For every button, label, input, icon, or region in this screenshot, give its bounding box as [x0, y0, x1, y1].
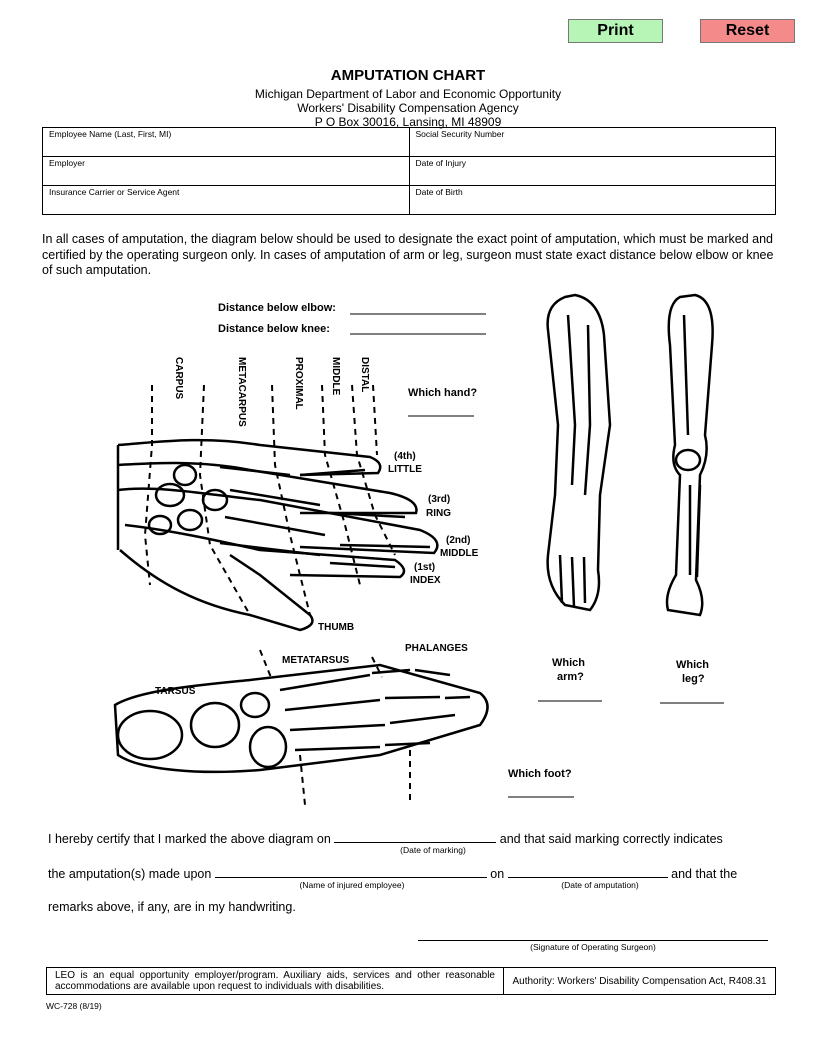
signature-blank[interactable]: [418, 940, 768, 941]
middle-finger-label: MIDDLE: [440, 548, 479, 559]
agency-department: Michigan Department of Labor and Economic Opportunity: [254, 87, 562, 101]
which-leg-label-line1: Which: [676, 659, 709, 671]
certify-line-3: remarks above, if any, are in my handwriting.: [48, 900, 296, 914]
tarsus-label: TARSUS: [155, 686, 196, 697]
instructions-paragraph: In all cases of amputation, the diagram below should be used to designate the exact point of amputation, which must be marked and certified by the operating surgeon only. In cases of amputation of arm or leg, surgeon must state exact distance below elbow or knee of such amputation.: [42, 232, 774, 277]
employee-name-label: Employee Name (Last, First, MI): [49, 129, 172, 139]
date-of-amputation-caption: (Date of amputation): [561, 880, 639, 890]
amputation-diagram: [0, 285, 816, 815]
which-arm-label-line2: arm?: [557, 671, 584, 683]
employer-field[interactable]: [43, 157, 410, 186]
foot-skeleton-icon: [115, 665, 488, 772]
proximal-label: PROXIMAL: [293, 357, 304, 410]
middle-phalanx-label: MIDDLE: [330, 357, 341, 396]
middle-finger-number: (2nd): [446, 535, 471, 546]
date-of-injury-label: Date of Injury: [415, 158, 467, 168]
little-finger-number: (4th): [394, 451, 416, 462]
print-button[interactable]: Print: [568, 19, 663, 43]
date-of-birth-field[interactable]: [409, 186, 776, 215]
form-number: WC-728 (8/19): [46, 1001, 102, 1011]
index-finger-label: INDEX: [410, 575, 441, 586]
little-finger-label: LITTLE: [388, 464, 422, 475]
certify-text-1b: and that said marking correctly indicates: [499, 832, 723, 846]
certify-line-2: [48, 865, 737, 881]
which-hand-label: Which hand?: [408, 387, 478, 399]
which-leg-label-line2: leg?: [682, 673, 705, 685]
index-finger-number: (1st): [414, 562, 436, 573]
distance-elbow-label: Distance below elbow:: [218, 302, 336, 314]
ssn-label: Social Security Number: [415, 129, 505, 139]
ring-finger-label: RING: [426, 508, 451, 519]
which-foot-label: Which foot?: [508, 768, 572, 780]
arm-skeleton-icon: [548, 295, 610, 610]
date-of-injury-field[interactable]: [409, 157, 776, 186]
certify-text-2a: the amputation(s) made upon: [48, 867, 212, 881]
which-arm-label-line1: Which: [552, 657, 585, 669]
date-of-marking-blank[interactable]: [334, 830, 496, 843]
certify-text-2c: and that the: [671, 867, 738, 881]
leg-skeleton-icon: [667, 295, 713, 615]
carrier-field[interactable]: [43, 186, 410, 215]
employee-info-table: [42, 127, 776, 215]
distance-knee-label: Distance below knee:: [218, 323, 330, 335]
agency-address: P O Box 30016, Lansing, MI 48909: [314, 115, 502, 129]
footer-table: [46, 967, 776, 995]
date-of-marking-caption: (Date of marking): [400, 845, 466, 855]
metacarpus-label: METACARPUS: [236, 357, 247, 427]
metatarsus-label: METATARSUS: [282, 655, 350, 666]
certify-text-2b: on: [490, 867, 505, 881]
authority-statement: Authority: Workers' Disability Compensation Act, R408.31: [504, 968, 776, 995]
carpus-label: CARPUS: [173, 357, 184, 400]
thumb-label: THUMB: [318, 622, 355, 633]
ssn-field[interactable]: [409, 128, 776, 157]
distal-label: DISTAL: [359, 357, 370, 393]
certify-text-1a: I hereby certify that I marked the above diagram on: [48, 832, 331, 846]
reset-button[interactable]: Reset: [700, 19, 795, 43]
employee-name-field[interactable]: [43, 128, 410, 157]
signature-caption: (Signature of Operating Surgeon): [530, 942, 656, 952]
date-of-amputation-blank[interactable]: [508, 865, 668, 878]
page-title: AMPUTATION CHART: [330, 67, 486, 84]
employee-name-caption: (Name of injured employee): [299, 880, 405, 890]
agency-name: Workers' Disability Compensation Agency: [297, 101, 519, 115]
leo-statement: LEO is an equal opportunity employer/program. Auxiliary aids, services and other reasonable accommodations are available upon request to individuals with disabilities.: [47, 968, 504, 995]
certify-line-1: [48, 830, 723, 846]
date-of-birth-label: Date of Birth: [415, 187, 463, 197]
employer-label: Employer: [49, 158, 85, 168]
phalanges-label: PHALANGES: [405, 643, 468, 654]
ring-finger-number: (3rd): [428, 494, 451, 505]
employee-name-blank[interactable]: [215, 865, 487, 878]
carrier-label: Insurance Carrier or Service Agent: [49, 187, 180, 197]
